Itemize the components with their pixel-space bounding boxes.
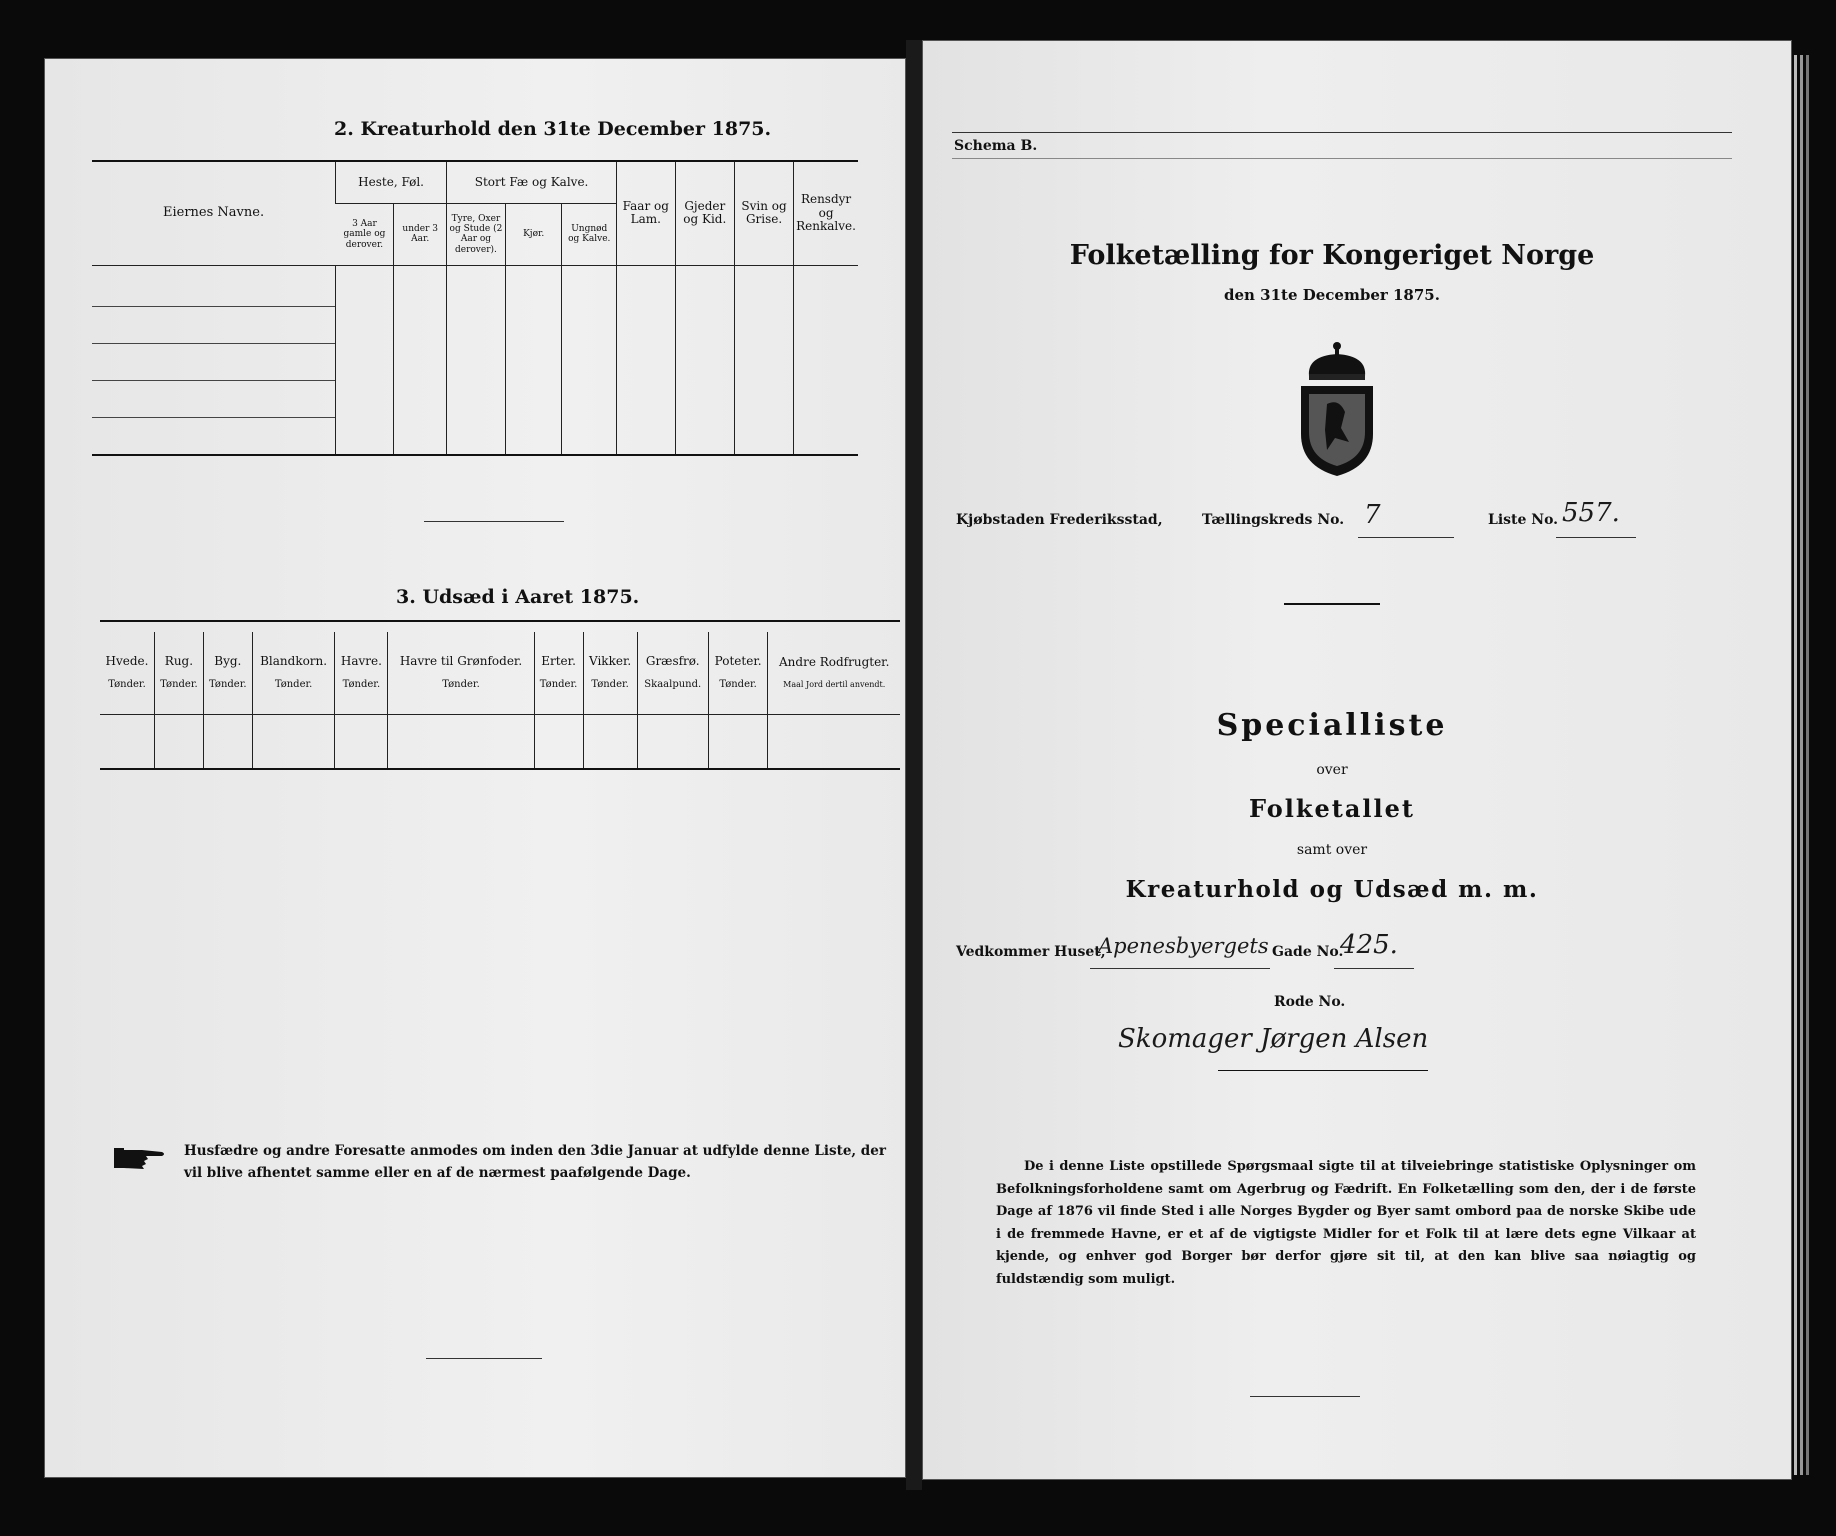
seed-column-unit: Skaalpund. xyxy=(644,678,702,690)
divider xyxy=(1218,1070,1428,1071)
seed-column-unit: Tønder. xyxy=(539,678,578,690)
divider xyxy=(1284,603,1380,605)
over-text: over xyxy=(1316,762,1348,778)
divider xyxy=(1250,1396,1360,1397)
gade-label: Gade No. xyxy=(1272,944,1344,960)
schema-label: Schema B. xyxy=(954,138,1038,154)
fill-line xyxy=(1334,968,1414,969)
seed-column-header xyxy=(708,632,768,714)
seed-top-rule xyxy=(100,620,900,622)
seed-header-row xyxy=(100,632,900,714)
divider xyxy=(426,1358,542,1359)
section2-title: 2. Kreaturhold den 31te December 1875. xyxy=(334,118,772,140)
young-cattle-header: Ungnød og Kalve. xyxy=(562,203,617,265)
seed-column-unit: Maal Jord dertil anvendt. xyxy=(783,680,886,690)
list-label: Liste No. xyxy=(1488,512,1559,528)
house-street-value: Apenesbyergets xyxy=(1098,934,1269,958)
seed-table xyxy=(100,632,900,768)
seed-column-name: Hvede. xyxy=(105,654,149,669)
seed-column-unit: Tønder. xyxy=(108,678,146,690)
seed-column-header xyxy=(100,632,155,714)
district-label: Tællingskreds No. xyxy=(1202,512,1345,528)
seed-body-row xyxy=(100,714,900,768)
seed-column-header xyxy=(155,632,204,714)
seed-cell xyxy=(203,714,252,768)
horses-header: Heste, Føl. xyxy=(336,162,447,203)
seed-column-unit: Tønder. xyxy=(442,678,480,690)
seed-column-header xyxy=(768,632,900,714)
header-rule xyxy=(952,158,1732,159)
bulls-header: Tyre, Oxer og Stude (2 Aar og derover). xyxy=(447,203,506,265)
seed-column-unit: Tønder. xyxy=(160,678,198,690)
reindeer-header: Rensdyr og Renkalve. xyxy=(794,162,858,265)
notice-text: Husfædre og andre Foresatte anmodes om inden den 3die Januar at udfylde denne Liste, der vil blive afhentet samme eller en af de nærmest paafølgende Dage. xyxy=(184,1143,886,1181)
kreaturhold-heading: Kreaturhold og Udsæd m. m. xyxy=(1125,876,1539,903)
table-row xyxy=(92,307,858,344)
seed-column-header xyxy=(583,632,637,714)
right-page xyxy=(922,40,1792,1480)
seed-column-name: Havre. xyxy=(340,654,382,669)
seed-column-unit: Tønder. xyxy=(274,678,313,690)
seed-column-name: Græsfrø. xyxy=(645,654,700,669)
seed-cell xyxy=(768,714,900,768)
page-edge xyxy=(1794,55,1797,1475)
left-page xyxy=(44,58,906,1478)
seed-column-name: Havre til Grønfoder. xyxy=(399,654,523,669)
district-value: 7 xyxy=(1364,500,1381,530)
pigs-header: Svin og Grise. xyxy=(735,162,794,265)
seed-cell xyxy=(637,714,708,768)
seed-column-header xyxy=(203,632,252,714)
seed-cell xyxy=(388,714,534,768)
horses-young-header: under 3 Aar. xyxy=(394,203,447,265)
seed-column-header xyxy=(252,632,335,714)
house-label: Vedkommer Huset, xyxy=(956,944,1106,960)
livestock-table xyxy=(92,162,858,454)
owner-header: Eiernes Navne. xyxy=(163,205,265,220)
seed-cell xyxy=(100,714,155,768)
horses-old-header: 3 Aar gamle og derover. xyxy=(336,203,394,265)
table-row xyxy=(92,344,858,381)
seed-cell xyxy=(335,714,388,768)
fill-line xyxy=(1090,968,1270,969)
seed-column-unit: Tønder. xyxy=(719,678,757,690)
sheep-header: Faar og Lam. xyxy=(617,162,675,265)
coat-of-arms-emblem xyxy=(1287,338,1387,478)
seed-bottom-rule xyxy=(100,768,900,770)
seed-column-header xyxy=(388,632,534,714)
rode-label: Rode No. xyxy=(1274,994,1346,1010)
seed-cell xyxy=(155,714,204,768)
list-value: 557. xyxy=(1562,498,1620,528)
folketallet-heading: Folketallet xyxy=(1249,794,1415,823)
goats-header: Gjeder og Kid. xyxy=(675,162,735,265)
seed-column-name: Poteter. xyxy=(714,654,762,669)
town-label: Kjøbstaden Frederiksstad, xyxy=(956,512,1163,528)
fill-line xyxy=(1358,537,1454,538)
census-title: Folketælling for Kongeriget Norge xyxy=(1069,240,1595,271)
seed-column-header xyxy=(637,632,708,714)
seed-cell xyxy=(252,714,335,768)
book-spine xyxy=(906,40,922,1490)
section3-title: 3. Udsæd i Aaret 1875. xyxy=(396,586,640,608)
page-edge xyxy=(1800,55,1803,1475)
owner-signature: Skomager Jørgen Alsen xyxy=(1118,1024,1429,1054)
house-number-value: 425. xyxy=(1340,930,1398,960)
page-edge xyxy=(1806,55,1809,1475)
fill-line xyxy=(1556,537,1636,538)
seed-column-unit: Tønder. xyxy=(591,678,629,690)
seed-cell xyxy=(534,714,583,768)
seed-column-name: Byg. xyxy=(214,654,242,669)
samt-over-text: samt over xyxy=(1296,842,1368,858)
seed-column-unit: Tønder. xyxy=(342,678,381,690)
cattle-header: Stort Fæ og Kalve. xyxy=(447,162,617,203)
table-row xyxy=(92,265,858,306)
specialliste-heading: Specialliste xyxy=(1216,708,1448,743)
census-date: den 31te December 1875. xyxy=(1224,286,1440,304)
seed-column-name: Erter. xyxy=(541,654,576,669)
purpose-text: De i denne Liste opstillede Spørgsmaal sigte til at tilveiebringe statistiske Oplysninger om Befolkningsforholdene samt om Agerbrug og Fædrift. En Folketælling som den, der i de første Dage af 1876 vil finde Sted i alle Norges Bygder og Byer samt ombord paa de norske Skibe ude i de fremmede Havne, er et af de vigtigste Midler for et Folk til at lære dets egne Vilkaar at kjende, og enhver god Borger bør derfor gjøre sit til, at den kan blive saa nøiagtig og fuldstændig som muligt. xyxy=(996,1159,1696,1287)
seed-column-name: Blandkorn. xyxy=(260,654,328,669)
pointing-hand-icon xyxy=(112,1144,168,1174)
seed-column-name: Rug. xyxy=(164,654,194,669)
cows-header: Kjør. xyxy=(505,203,562,265)
seed-column-header xyxy=(534,632,583,714)
bleed-through-margin xyxy=(48,458,108,1358)
seed-column-name: Andre Rodfrugter. xyxy=(779,655,890,670)
header-rule xyxy=(952,132,1732,133)
livestock-bottom-rule xyxy=(92,454,858,456)
seed-column-header xyxy=(335,632,388,714)
divider xyxy=(424,521,564,522)
table-row xyxy=(92,380,858,417)
seed-column-unit: Tønder. xyxy=(209,678,247,690)
seed-cell xyxy=(708,714,768,768)
seed-cell xyxy=(583,714,637,768)
seed-column-name: Vikker. xyxy=(589,654,632,669)
table-row xyxy=(92,417,858,454)
